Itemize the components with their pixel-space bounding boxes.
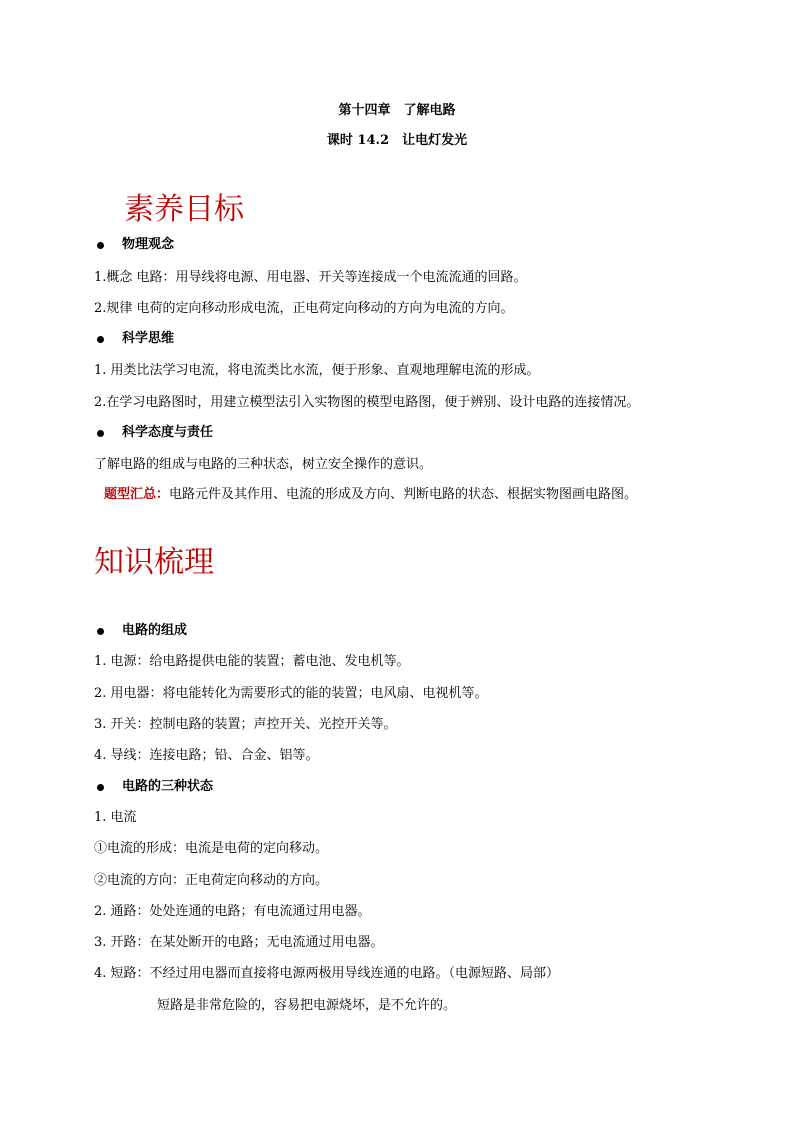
knowledge-note: 短路是非常危险的，容易把电源烧坏，是不允许的。 (157, 998, 457, 1013)
bullet-icon (97, 628, 104, 635)
bullet-icon (97, 784, 104, 791)
section-title-knowledge-review: 知识梳理 (94, 545, 214, 580)
bullet-icon (97, 430, 104, 437)
knowledge-item: 1. 电流 (94, 810, 137, 825)
lesson-title: 课时 14.2 让电灯发光 (326, 133, 468, 148)
summary-label: 题型汇总： (104, 487, 170, 502)
group-label-circuit-composition: 电路的组成 (122, 623, 188, 638)
group-label-attitude-responsibility: 科学态度与责任 (122, 425, 214, 440)
knowledge-item: ①电流的形成：电流是电荷的定向移动。 (94, 841, 329, 856)
knowledge-item: 2. 通路：处处连通的电路；有电流通过用电器。 (94, 904, 371, 919)
summary-text: 电路元件及其作用、电流的形成及方向、判断电路的状态、根据实物图画电路图。 (169, 487, 638, 502)
bullet-icon (97, 242, 104, 249)
knowledge-item: 4. 短路：不经过用电器而直接将电源两极用导线连通的电路。（电源短路、局部） (94, 966, 560, 981)
goal-item: 1. 用类比法学习电流，将电流类比水流，便于形象、直观地理解电流的形成。 (94, 363, 540, 378)
knowledge-item: 3. 开路：在某处断开的电路；无电流通过用电器。 (94, 935, 384, 950)
knowledge-item: 4. 导线：连接电路；铅、合金、铝等。 (94, 748, 319, 763)
bullet-icon (97, 336, 104, 343)
chapter-title: 第十四章 了解电路 (338, 103, 456, 118)
goal-item: 了解电路的组成与电路的三种状态，树立安全操作的意识。 (94, 457, 433, 472)
goal-item: 2.规律 电荷的定向移动形成电流，正电荷定向移动的方向为电流的方向。 (94, 301, 514, 316)
knowledge-item: 2. 用电器：将电能转化为需要形式的能的装置；电风扇、电视机等。 (94, 686, 488, 701)
group-label-scientific-thinking: 科学思维 (122, 331, 175, 346)
goal-item: 2.在学习电路图时，用建立模型法引入实物图的模型电路图，便于辨别、设计电路的连接情况。 (94, 395, 640, 410)
knowledge-item: ②电流的方向：正电荷定向移动的方向。 (94, 873, 329, 888)
group-label-circuit-states: 电路的三种状态 (122, 779, 214, 794)
knowledge-item: 1. 电源：给电路提供电能的装置；蓄电池、发电机等。 (94, 654, 410, 669)
group-label-physics-concept: 物理观念 (122, 237, 175, 252)
question-type-summary (104, 486, 637, 504)
section-title-literacy-goals: 素养目标 (124, 192, 244, 227)
knowledge-item: 3. 开关：控制电路的装置；声控开关、光控开关等。 (94, 717, 397, 732)
goal-item: 1.概念 电路：用导线将电源、用电器、开关等连接成一个电流流通的回路。 (94, 270, 527, 285)
